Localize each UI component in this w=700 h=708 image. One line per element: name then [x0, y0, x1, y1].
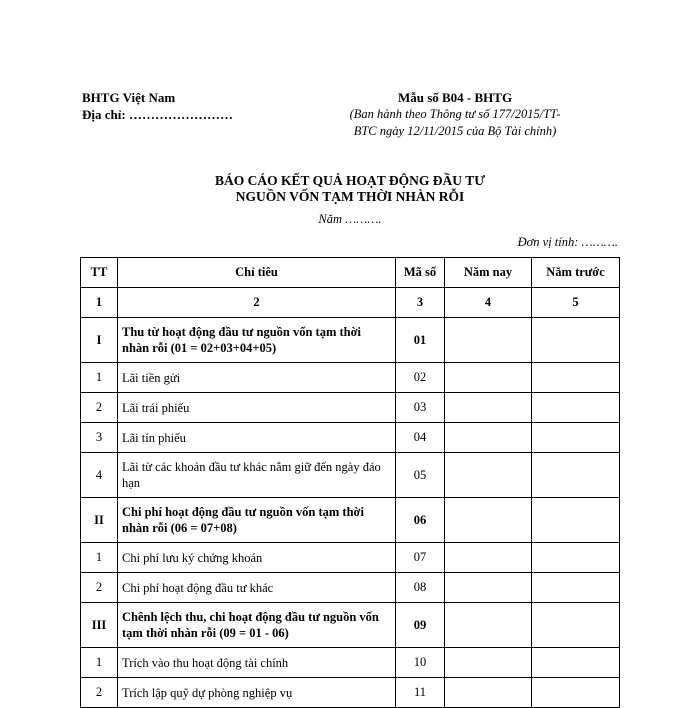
header-code: Mã số — [396, 258, 445, 288]
organization-block — [82, 89, 233, 123]
row-previous-value — [532, 498, 620, 543]
row-label: Lãi tín phiếu — [118, 423, 396, 453]
row-label: Trích lập quỹ dự phòng nghiệp vụ — [118, 678, 396, 708]
table-row — [81, 423, 620, 453]
row-code: 03 — [396, 393, 445, 423]
row-current-value — [445, 603, 532, 648]
row-current-value — [445, 363, 532, 393]
row-previous-value — [532, 678, 620, 708]
row-current-value — [445, 543, 532, 573]
row-tt: 2 — [81, 573, 118, 603]
row-current-value — [445, 318, 532, 363]
row-label: Chênh lệch thu, chi hoạt động đầu tư nguồn vốn tạm thời nhàn rỗi (09 = 01 - 06) — [118, 603, 396, 648]
row-previous-value — [532, 573, 620, 603]
table-row — [81, 453, 620, 498]
header-previous-year: Năm trước — [532, 258, 620, 288]
table-row — [81, 678, 620, 708]
table-row — [81, 318, 620, 363]
row-tt: 2 — [81, 678, 118, 708]
form-note-line-2: BTC ngày 12/11/2015 của Bộ Tài chính) — [353, 124, 557, 138]
row-current-value — [445, 423, 532, 453]
row-label: Chi phí lưu ký chứng khoán — [118, 543, 396, 573]
row-label: Lãi trái phiếu — [118, 393, 396, 423]
row-tt: 1 — [81, 648, 118, 678]
row-code: 08 — [396, 573, 445, 603]
row-previous-value — [532, 393, 620, 423]
row-code: 01 — [396, 318, 445, 363]
row-previous-value — [532, 603, 620, 648]
row-current-value — [445, 678, 532, 708]
row-label: Lãi từ các khoản đầu tư khác nắm giữ đến ngày đáo hạn — [118, 453, 396, 498]
row-tt: I — [81, 318, 118, 363]
column-number: 2 — [118, 288, 396, 318]
row-previous-value — [532, 543, 620, 573]
form-code-block — [320, 89, 590, 140]
table-header-row — [81, 258, 620, 288]
report-title-line-1: BÁO CÁO KẾT QUẢ HOẠT ĐỘNG ĐẦU TƯ — [215, 173, 485, 188]
row-tt: 1 — [81, 543, 118, 573]
row-code: 07 — [396, 543, 445, 573]
row-tt: II — [81, 498, 118, 543]
report-title-line-2: NGUỒN VỐN TẠM THỜI NHÀN RỖI — [235, 189, 465, 204]
row-code: 04 — [396, 423, 445, 453]
report-year: Năm ………. — [318, 212, 382, 226]
column-number: 3 — [396, 288, 445, 318]
row-label: Lãi tiền gửi — [118, 363, 396, 393]
table-row — [81, 393, 620, 423]
column-number-row — [81, 288, 620, 318]
row-tt: 2 — [81, 393, 118, 423]
row-current-value — [445, 498, 532, 543]
table-row — [81, 498, 620, 543]
header-current-year: Năm nay — [445, 258, 532, 288]
row-code: 10 — [396, 648, 445, 678]
form-note-line-1: (Ban hành theo Thông tư số 177/2015/TT- — [349, 107, 561, 121]
header-tt: TT — [81, 258, 118, 288]
row-label: Chi phí hoạt động đầu tư nguồn vốn tạm thời nhàn rỗi (06 = 07+08) — [118, 498, 396, 543]
organization-address: Địa chỉ: …………………… — [82, 107, 233, 122]
row-label: Chi phí hoạt động đầu tư khác — [118, 573, 396, 603]
column-number: 1 — [81, 288, 118, 318]
organization-name: BHTG Việt Nam — [82, 90, 176, 105]
row-label: Thu từ hoạt động đầu tư nguồn vốn tạm thời nhàn rỗi (01 = 02+03+04+05) — [118, 318, 396, 363]
row-code: 09 — [396, 603, 445, 648]
row-current-value — [445, 393, 532, 423]
table-row — [81, 603, 620, 648]
row-current-value — [445, 648, 532, 678]
row-previous-value — [532, 648, 620, 678]
report-title — [150, 173, 550, 205]
row-previous-value — [532, 423, 620, 453]
row-tt: 1 — [81, 363, 118, 393]
table-row — [81, 363, 620, 393]
table-row — [81, 573, 620, 603]
row-current-value — [445, 573, 532, 603]
row-tt: III — [81, 603, 118, 648]
form-code: Mẫu số B04 - BHTG — [397, 90, 513, 105]
column-number: 5 — [532, 288, 620, 318]
row-label: Trích vào thu hoạt động tài chính — [118, 648, 396, 678]
row-previous-value — [532, 453, 620, 498]
row-tt: 3 — [81, 423, 118, 453]
row-current-value — [445, 453, 532, 498]
row-tt: 4 — [81, 453, 118, 498]
row-previous-value — [532, 363, 620, 393]
row-previous-value — [532, 318, 620, 363]
currency-unit: Đơn vị tính: ………. — [517, 235, 618, 249]
header-indicator: Chỉ tiêu — [118, 258, 396, 288]
row-code: 05 — [396, 453, 445, 498]
row-code: 02 — [396, 363, 445, 393]
table-row — [81, 648, 620, 678]
column-number: 4 — [445, 288, 532, 318]
row-code: 06 — [396, 498, 445, 543]
report-table — [80, 257, 620, 708]
row-code: 11 — [396, 678, 445, 708]
table-row — [81, 543, 620, 573]
